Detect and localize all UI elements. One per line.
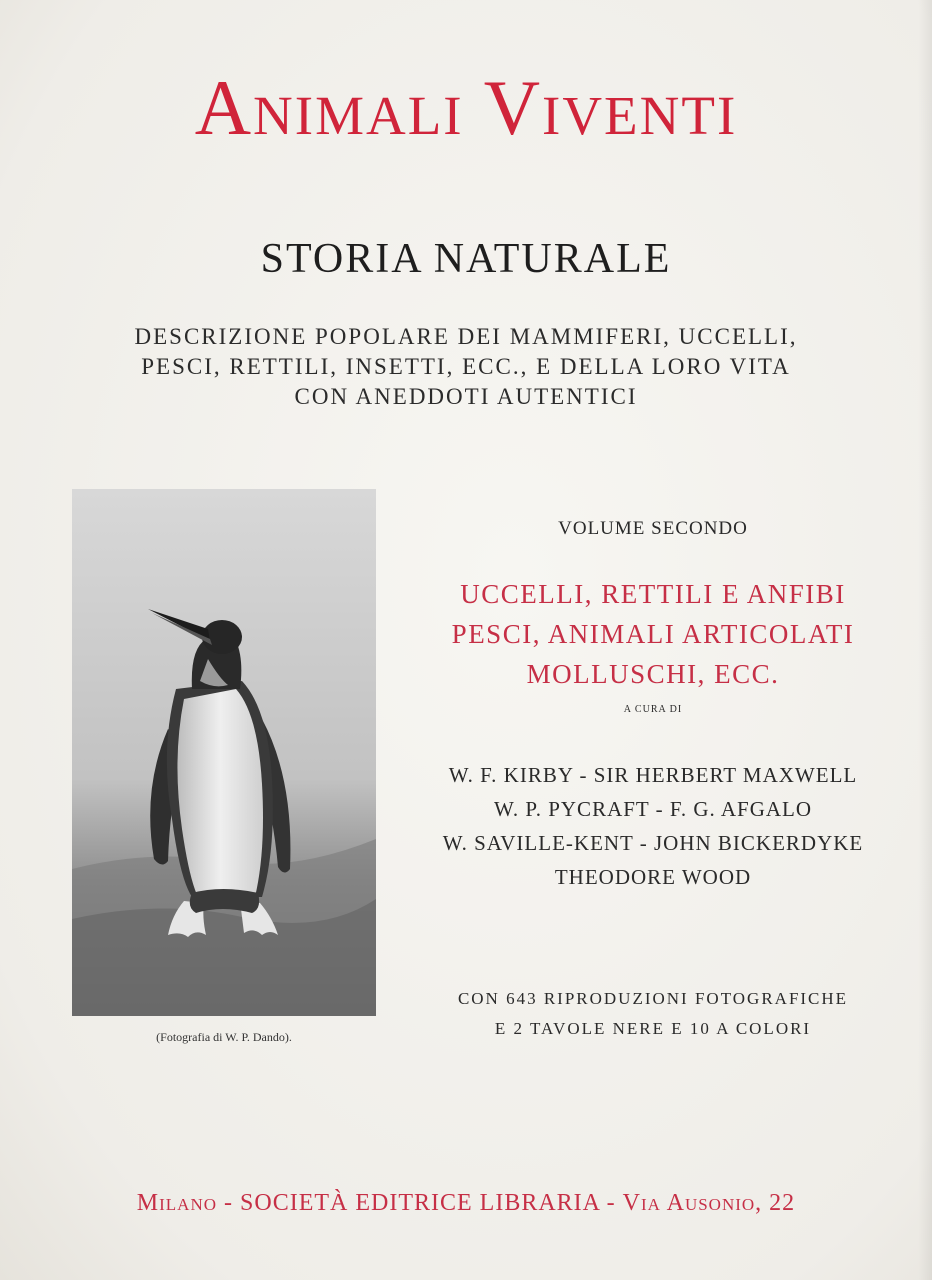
footer-city: Milano: [136, 1190, 218, 1216]
author-line: W. F. KIRBY - SIR HERBERT MAXWELL: [448, 763, 858, 787]
footer-publisher: SOCIETÀ EDITRICE LIBRARIA: [240, 1190, 600, 1216]
description: [40, 322, 892, 412]
edited-by-label: A CURA DI: [623, 704, 683, 715]
footer-address: Via Ausonio, 22: [622, 1190, 796, 1216]
description-line: CON ANEDDOTI AUTENTICI: [294, 384, 638, 409]
author-line: THEODORE WOOD: [554, 865, 752, 889]
description-line: PESCI, RETTILI, INSETTI, ECC., E DELLA LORO VITA: [141, 354, 791, 379]
publisher-footer: [0, 1190, 932, 1217]
contents-line: UCCELLI, RETTILI E ANFIBI: [460, 579, 846, 609]
authors-list: [400, 758, 906, 894]
main-title: Animali Viventi: [194, 64, 738, 151]
volume-contents: [400, 574, 906, 694]
subtitle: STORIA NATURALE: [260, 236, 672, 282]
volume-label: VOLUME SECONDO: [558, 518, 748, 539]
page-edge-shadow: [918, 0, 932, 1280]
author-line: W. SAVILLE-KENT - JOHN BICKERDYKE: [442, 831, 864, 855]
penguin-image: [72, 489, 376, 1016]
author-line: W. P. PYCRAFT - F. G. AFGALO: [493, 797, 813, 821]
contents-line: PESCI, ANIMALI ARTICOLATI: [451, 619, 855, 649]
footer-separator: -: [217, 1190, 241, 1216]
reproductions-line: E 2 TAVOLE NERE E 10 A COLORI: [494, 1019, 812, 1038]
penguin-photo: [72, 489, 376, 1016]
description-line: DESCRIZIONE POPOLARE DEI MAMMIFERI, UCCELLI,: [134, 324, 798, 349]
reproductions-note: [400, 984, 906, 1044]
reproductions-line: CON 643 RIPRODUZIONI FOTOGRAFICHE: [457, 989, 849, 1008]
footer-separator: -: [599, 1190, 623, 1216]
contents-line: MOLLUSCHI, ECC.: [526, 659, 780, 689]
photo-caption: (Fotografia di W. P. Dando).: [156, 1030, 292, 1044]
